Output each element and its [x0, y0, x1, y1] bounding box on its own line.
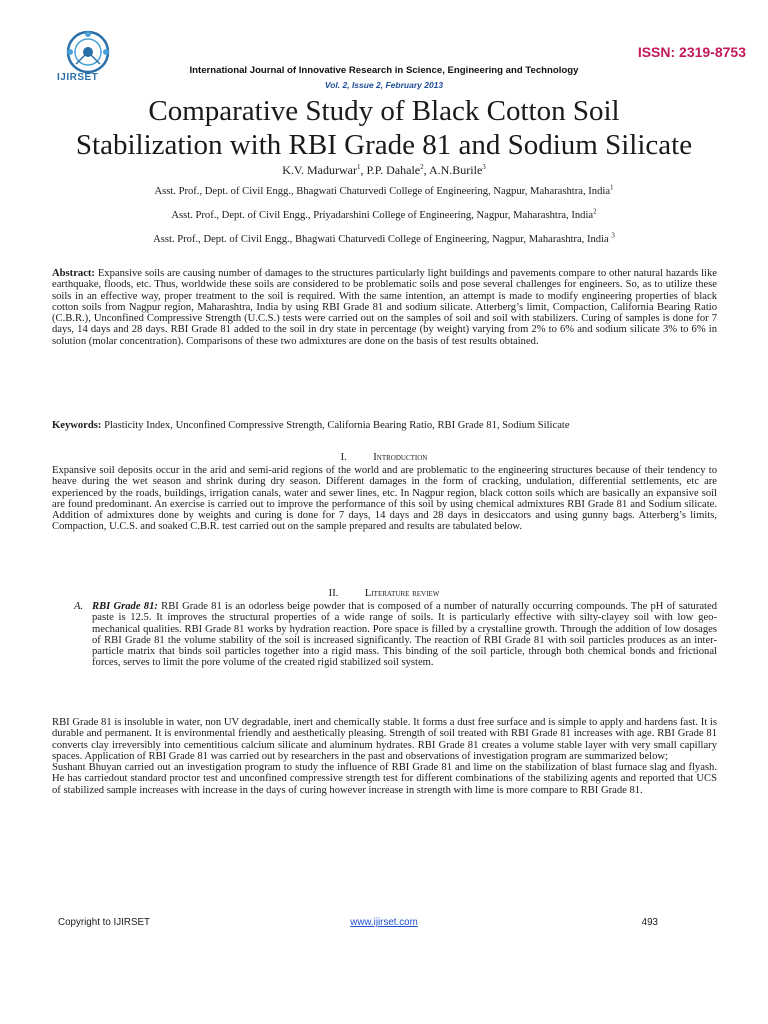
paper-title	[0, 94, 768, 162]
literature-paragraphs	[52, 717, 717, 796]
author-sup: 3	[482, 163, 486, 171]
volume-issue: Vol. 2, Issue 2, February 2013	[324, 80, 444, 90]
author-list: K.V. Madurwar$^1$, P.P. Dahale$^2$, A.N.Burile$^3$	[282, 163, 486, 177]
keywords-text: Plasticity Index, Unconfined Compressive Strength, California Bearing Ratio, RBI Grade 81, Sodium Silicate	[104, 420, 570, 431]
abstract-label: Abstract:	[52, 268, 95, 279]
title-line-2: Stabilization with RBI Grade 81 and Sodium Silicate	[75, 129, 693, 161]
subsection-text	[92, 601, 717, 669]
author-name: A.N.Burile	[428, 163, 483, 177]
author-name: P.P. Dahale	[366, 163, 421, 177]
section-heading-introduction	[0, 452, 768, 463]
introduction-body: Expansive soil deposits occur in the arid and semi-arid regions of the world and are problematic to the engineering structures because of their tendency to heave during the wet season and shrink during dry season. Different damages in the form of cracking, undulation, differential settlements, etc are experienced by the roads, buildings, irrigation canals, water and sewer lines, etc. In Nagpur region, black cotton soils which are basically an expansive soil are found predominant. An exercise is carried out to improve the performance of this soil by using chemical admixtures RBI Grade 81 and Sodium silicate. Addition of admixtures done by weights and curing is done for 7 days, 14 days and 28 days in desiccators and using gunny bags. Atterberg’s limits, Compaction, U.C.S. and soaked C.B.R. test carried out on the sample prepared and results are tabulated below.	[52, 465, 717, 533]
subsection-body: RBI Grade 81 is an odorless beige powder that is composed of a number of naturally occurring compounds. The pH of saturated paste is 12.5. It improves the structural properties of a wide range of soils. It is particularly effective with silty-clayey soil with low geo-mechanical qualities. RBI Grade 81 works by hydration reaction. Pore space is filled by a crystalline growth. Through the addition of low dosages of RBI Grade 81 the volume stability of the soil is increased significantly. The reaction of RBI Grade 81 with soil particles produces as an inter-particle matrix that binds soil particles together into a rigid mass. This binding of the soil particle, through both chemical bonds and frictional forces, serves to limit the pore volume of the created rigid stabilized soil system.	[92, 601, 717, 669]
abstract-text: Expansive soils are causing number of damages to the structures particularly light buildings and pavements compare to other natural hazards like earthquake, floods, etc. Thus, worldwide these soils are considered to be problematic soils and pose several challenges for engineers. So, as to utilize these soils in an effective way, proper treatment to the soil is required. With the same intention, an attempt is made to modify engineering properties of black cotton soils from Nagpur region, Maharashtra, India by using RBI Grade 81 and sodium silicate. Atterberg’s limit, Compaction, California Bearing Ratio (C.B.R.), Unconfined Compressive Strength (U.C.S.) tests were carried out on the samples of soil and soil with stabilizers. Curing of samples is done for 7 days, 14 days and 28 days. RBI Grade 81 added to the soil in dry state in percentage (by weight) varying from 2% to 6% and sodium silicate 3% to 6% in solution (molar concentration). Comparisons of these two admixtures are done on the basis of test results obtained.	[52, 268, 717, 347]
author-sup: 1	[356, 163, 361, 171]
section-title: Introduction	[373, 452, 428, 463]
affiliation-sup: 3	[611, 231, 615, 240]
logo-text: IJIRSET	[57, 72, 99, 83]
section-number: II.	[328, 588, 339, 599]
keywords-label: Keywords:	[52, 420, 102, 431]
section-title: Literature review	[364, 588, 440, 599]
affiliation-sup: 1	[610, 183, 614, 192]
page-number: 493	[641, 917, 658, 928]
footer-copyright: Copyright to IJIRSET	[58, 917, 151, 928]
section-heading-literature-review	[0, 588, 768, 599]
affiliation	[0, 231, 768, 245]
author-name: K.V. Madurwar	[282, 163, 357, 177]
journal-name: International Journal of Innovative Research in Science, Engineering and Technology	[189, 65, 579, 76]
affiliation-text: Asst. Prof., Dept. of Civil Engg., Bhagwati Chaturvedi College of Engineering, Nagpur, Maharashtra, India	[154, 186, 611, 197]
subsection-rbi-grade-81	[52, 601, 717, 669]
subsection-title: RBI Grade 81:	[92, 601, 158, 612]
footer-link[interactable]: www.ijirset.com	[350, 917, 418, 928]
section-number: I.	[340, 452, 347, 463]
subsection-label: A.	[74, 601, 84, 612]
issn-label: ISSN: 2319-8753	[637, 44, 746, 60]
author-sup: 2	[420, 163, 424, 171]
affiliation	[0, 207, 768, 221]
keywords	[52, 420, 717, 431]
affiliation-text: Asst. Prof., Dept. of Civil Engg., Priyadarshini College of Engineering, Nagpur, Maharashtra, India	[171, 210, 594, 221]
abstract	[52, 268, 717, 347]
title-line-1: Comparative Study of Black Cotton Soil	[148, 95, 620, 127]
affiliation-text: Asst. Prof., Dept. of Civil Engg., Bhagwati Chaturvedi College of Engineering, Nagpur, Maharashtra, India	[153, 234, 612, 245]
affiliation	[0, 183, 768, 197]
paragraph: Sushant Bhuyan carried out an investigation program to study the influence of RBI Grade 81 and lime on the stabilization of blast furnace slag and flyash. He has carriedout standard proctor test and unconfined compressive strength test for different combinations of the stabilizing agents and reported that UCS of stabilized sample increases with increase in the days of curing however increase in strength with lime is more compare to RBI Grade 81.	[52, 762, 717, 796]
affiliation-sup: 2	[593, 207, 597, 216]
paragraph: RBI Grade 81 is insoluble in water, non UV degradable, inert and chemically stable. It forms a dust free surface and is simple to apply and hardens fast. It is durable and permanent. It is environmental friendly and aesthetically pleasing. Strength of soil treated with RBI Grade 81 increases with age. RBI Grade 81 converts clay irreversibly into cementitious calcium silicate and aluminum hydrates. RBI Grade 81 creates a volume stable layer with very small capillary spaces. Application of RBI Grade 81 was carried out by researchers in the past and observations of investigation program are summarized below;	[52, 717, 717, 762]
